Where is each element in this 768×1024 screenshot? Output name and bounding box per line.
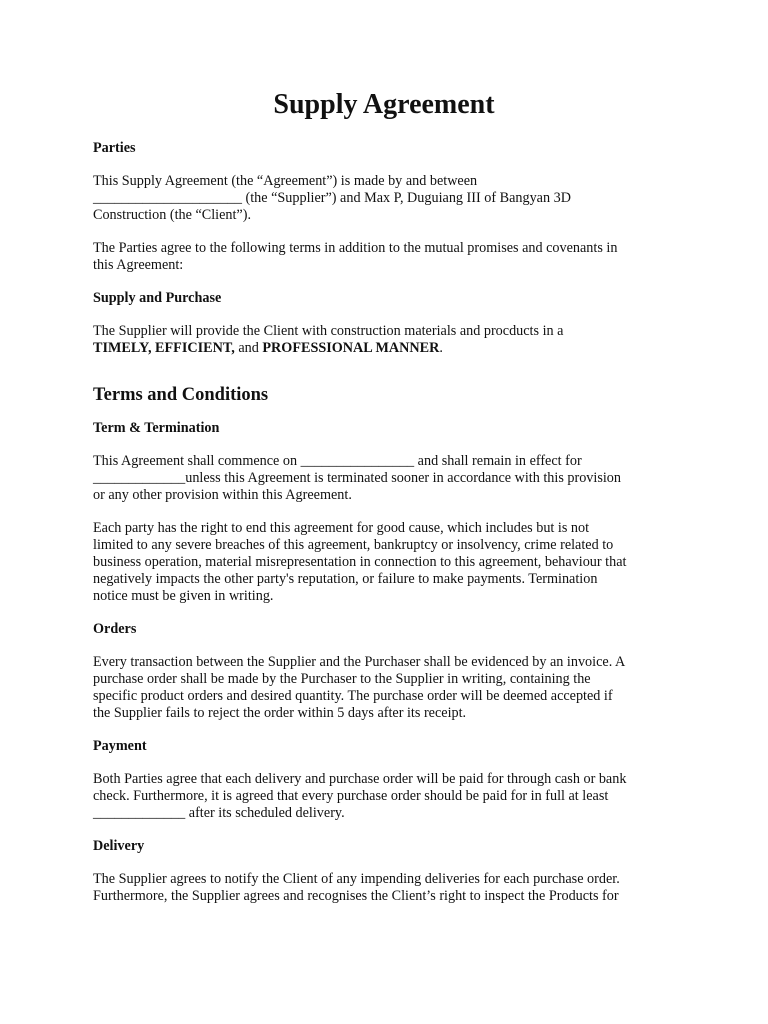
text-fragment: and xyxy=(234,340,263,356)
text-line: business operation, material misrepresentation in connection to this agreement, behaviour that xyxy=(93,554,627,570)
document-body xyxy=(93,140,693,905)
paragraph-orders xyxy=(93,654,693,722)
text-line: negatively impacts the other party's reputation, or failure to make payments. Termination xyxy=(93,571,598,587)
text-line: specific product orders and desired quantity. The purchase order will be deemed accepted if xyxy=(93,688,613,704)
subsection-heading-orders: Orders xyxy=(93,621,137,637)
paragraph-supply xyxy=(93,323,693,357)
text-line: or any other provision within this Agreement. xyxy=(93,487,352,503)
text-line: Construction (the “Client”). xyxy=(93,207,251,223)
section-heading-parties: Parties xyxy=(93,140,136,156)
section-heading-terms: Terms and Conditions xyxy=(93,385,269,405)
text-line: Both Parties agree that each delivery and purchase order will be paid for through cash or bank xyxy=(93,771,627,787)
paragraph-parties-intro xyxy=(93,173,693,224)
text-line: This Agreement shall commence on ________________ and shall remain in effect for xyxy=(93,453,582,469)
text-line: this Agreement: xyxy=(93,257,184,273)
text-line: Each party has the right to end this agreement for good cause, which includes but is not xyxy=(93,520,590,536)
bold-text-professional-manner: PROFESSIONAL MANNER xyxy=(262,340,440,356)
text-line: notice must be given in writing. xyxy=(93,588,274,604)
subsection-heading-payment: Payment xyxy=(93,738,147,754)
document-title: Supply Agreement xyxy=(273,89,495,120)
text-line: The Supplier agrees to notify the Client of any impending deliveries for each purchase order. xyxy=(93,871,620,887)
text-line: check. Furthermore, it is agreed that every purchase order should be paid for in full at least xyxy=(93,788,609,804)
paragraph-parties-agree xyxy=(93,240,693,274)
text-line: _____________unless this Agreement is terminated sooner in accordance with this provision xyxy=(93,470,621,486)
text-line: The Parties agree to the following terms in addition to the mutual promises and covenants in xyxy=(93,240,618,256)
subsection-heading-delivery: Delivery xyxy=(93,838,145,854)
text-line: limited to any severe breaches of this agreement, bankruptcy or insolvency, crime related to xyxy=(93,537,614,553)
text-line: This Supply Agreement (the “Agreement”) is made by and between xyxy=(93,173,478,189)
text-line: Every transaction between the Supplier and the Purchaser shall be evidenced by an invoice. A xyxy=(93,654,626,670)
paragraph-payment xyxy=(93,771,693,822)
paragraph-term-commence xyxy=(93,453,693,504)
text-line: The Supplier will provide the Client with construction materials and procducts in a xyxy=(93,323,564,339)
text-line: _____________ after its scheduled delivery. xyxy=(93,805,345,821)
subsection-heading-term-termination: Term & Termination xyxy=(93,420,220,436)
text-line: _____________________ (the “Supplier”) and Max P, Duguiang III of Bangyan 3D xyxy=(93,190,571,206)
paragraph-term-right-to-end xyxy=(93,520,693,605)
text-fragment: . xyxy=(439,340,443,356)
text-line: Furthermore, the Supplier agrees and recognises the Client’s right to inspect the Products for xyxy=(93,888,619,904)
paragraph-delivery xyxy=(93,871,693,905)
section-heading-supply: Supply and Purchase xyxy=(93,290,222,306)
text-line: the Supplier fails to reject the order within 5 days after its receipt. xyxy=(93,705,467,721)
bold-text-timely-efficient: TIMELY, EFFICIENT, xyxy=(93,340,235,356)
text-line: purchase order shall be made by the Purchaser to the Supplier in writing, containing the xyxy=(93,671,591,687)
